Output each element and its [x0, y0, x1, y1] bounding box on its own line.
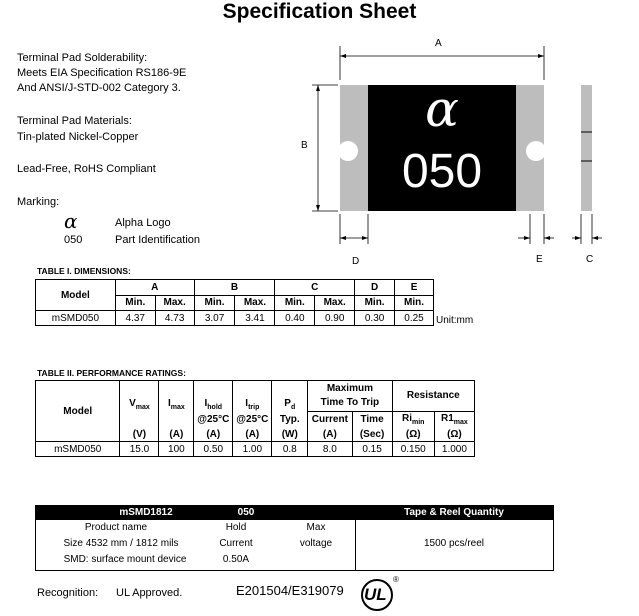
table2-unit-itrip: (A) — [233, 427, 272, 442]
table2-time-header: Time — [352, 411, 392, 427]
table2-unit-r1max: (Ω) — [434, 427, 474, 442]
table2-row-model: mSMD050 — [36, 442, 120, 457]
page-title: Specification Sheet — [222, 0, 417, 23]
solderability-heading: Terminal Pad Solderability: — [17, 52, 148, 64]
pad-notch-right — [526, 141, 546, 161]
compliance-text: Lead-Free, RoHS Compliant — [17, 163, 156, 175]
dim-c-arrow-right — [592, 236, 598, 240]
table2-unit-ihold: (A) — [194, 427, 233, 442]
table1-row-model: mSMD050 — [36, 311, 116, 326]
materials-value: Tin-plated Nickel-Copper — [17, 131, 139, 143]
dim-b-arrow-top — [316, 85, 320, 91]
label-d: D — [352, 256, 360, 267]
table1-c-max: Max. — [315, 295, 355, 311]
table2-r1max-header: $R1_{max}$ — [434, 411, 474, 427]
table1-group-b: B — [194, 280, 275, 296]
tape-product-name-label: Product name — [84, 522, 148, 533]
table2-current-header: Current — [308, 411, 352, 427]
table2-imax-header: $I_{max}$ — [159, 381, 194, 428]
ul-logo — [352, 575, 402, 611]
table1-model-header: Model — [36, 280, 116, 311]
table1-group-e: E — [395, 280, 434, 296]
table2-vmax-header: $V_{max}$ — [120, 381, 159, 428]
tape-smd: SMD: surface mount device — [63, 554, 187, 565]
label-c: C — [586, 254, 594, 265]
table1-cell: 4.73 — [155, 311, 194, 326]
part-identification-label: Part Identification — [115, 234, 200, 246]
table1-cell: 3.07 — [194, 311, 235, 326]
table2-itrip-header: $I_{trip}$ — [233, 381, 272, 412]
table2-cell: 1.000 — [434, 442, 474, 457]
table2-max-time-header: Maximum Time To Trip — [308, 381, 392, 412]
table2-itrip-temp: @25°C — [233, 411, 272, 427]
tape-hold-label: Hold — [225, 522, 247, 533]
label-e: E — [536, 254, 543, 265]
table2-caption: TABLE II. PERFORMANCE RATINGS: — [37, 368, 186, 378]
table1-d-min: Min. — [355, 295, 395, 311]
dim-e-arrow-right — [544, 236, 550, 240]
table2-unit-pd: (W) — [272, 427, 308, 442]
table2-ihold-header: $I_{hold}$ — [194, 381, 233, 412]
performance-table — [35, 380, 475, 457]
table2-unit-time: (Sec) — [352, 427, 392, 442]
marking-heading: Marking: — [17, 196, 60, 208]
materials-heading: Terminal Pad Materials: — [17, 115, 132, 127]
table2-cell: 0.8 — [272, 442, 308, 457]
dim-b-arrow-bottom — [316, 205, 320, 211]
label-a: A — [435, 38, 442, 49]
recognition-label: Recognition: — [37, 587, 99, 599]
tape-current-label: Current — [219, 538, 253, 549]
table1-group-a: A — [115, 280, 194, 296]
solderability-line-2: And ANSI/J-STD-002 Category 3. — [17, 82, 181, 94]
label-b: B — [301, 140, 308, 151]
table-row — [36, 311, 434, 326]
table2-unit-v: (V) — [120, 427, 159, 442]
ul-registered-mark: ® — [393, 575, 399, 584]
table1-cell: 0.30 — [355, 311, 395, 326]
table2-pd-typ: Typ. — [272, 411, 308, 427]
table2-cell: 15.0 — [120, 442, 159, 457]
table1-b-max: Max. — [235, 295, 275, 311]
tape-qty-value: 1500 pcs/reel — [423, 538, 485, 549]
table1-group-d: D — [355, 280, 395, 296]
ul-file-numbers: E201504/E319079 — [236, 583, 344, 598]
tape-model-header: mSMD1812 — [119, 507, 173, 518]
chip-alpha-logo: α — [425, 80, 459, 138]
table1-cell: 4.37 — [115, 311, 155, 326]
dim-e-arrow-left — [524, 236, 530, 240]
table1-group-c: C — [275, 280, 355, 296]
table1-unit: Unit:mm — [436, 315, 474, 326]
dim-d-arrow-right — [362, 236, 368, 240]
pad-notch-left — [338, 141, 358, 161]
table2-unit-rmin: (Ω) — [392, 427, 434, 442]
table1-cell: 0.90 — [315, 311, 355, 326]
dimensions-table — [35, 279, 434, 326]
tape-max-label: Max — [306, 522, 326, 533]
table1-c-min: Min. — [275, 295, 315, 311]
alpha-logo-label: Alpha Logo — [115, 217, 171, 229]
table1-a-min: Min. — [115, 295, 155, 311]
dim-a-arrow-left — [340, 54, 346, 58]
tape-qty-header: Tape & Reel Quantity — [355, 506, 553, 520]
dim-a-arrow-right — [538, 54, 544, 58]
tape-code-header: 050 — [237, 507, 255, 518]
table1-b-min: Min. — [194, 295, 235, 311]
marking-code: 050 — [64, 234, 83, 246]
table2-cell: 0.15 — [352, 442, 392, 457]
table2-cell: 8.0 — [308, 442, 352, 457]
table2-cell: 100 — [159, 442, 194, 457]
table1-e-min: Min. — [395, 295, 434, 311]
dim-c-arrow-left — [575, 236, 581, 240]
table-row — [36, 442, 475, 457]
table2-cell: 0.150 — [392, 442, 434, 457]
solderability-line-1: Meets EIA Specification RS186-9E — [17, 67, 187, 79]
ul-logo-text: UL — [364, 585, 387, 604]
table1-caption: TABLE I. DIMENSIONS: — [37, 266, 131, 276]
tape-hold-value: 0.50A — [222, 554, 250, 565]
table2-model-header: Model — [36, 381, 120, 442]
table2-resistance-header: Resistance — [392, 381, 474, 412]
dim-d-arrow-left — [340, 236, 346, 240]
table2-ihold-temp: @25°C — [194, 411, 233, 427]
table2-cell: 1.00 — [233, 442, 272, 457]
alpha-symbol: α — [64, 209, 78, 233]
table2-unit-imax: (A) — [159, 427, 194, 442]
table1-a-max: Max. — [155, 295, 194, 311]
recognition-value: UL Approved. — [116, 587, 183, 599]
tape-reel-table — [35, 505, 554, 571]
tape-voltage-label: voltage — [299, 538, 333, 549]
table1-cell: 3.41 — [235, 311, 275, 326]
table1-cell: 0.40 — [275, 311, 315, 326]
chip-code: 050 — [401, 145, 483, 198]
tape-size: Size 4532 mm / 1812 mils — [63, 538, 179, 549]
table1-cell: 0.25 — [395, 311, 434, 326]
table2-unit-current: (A) — [308, 427, 352, 442]
table2-cell: 0.50 — [194, 442, 233, 457]
chip-side-view — [581, 85, 592, 211]
table2-pd-header: $P_d$ — [272, 381, 308, 412]
table2-rmin-header: $Ri_{min}$ — [392, 411, 434, 427]
